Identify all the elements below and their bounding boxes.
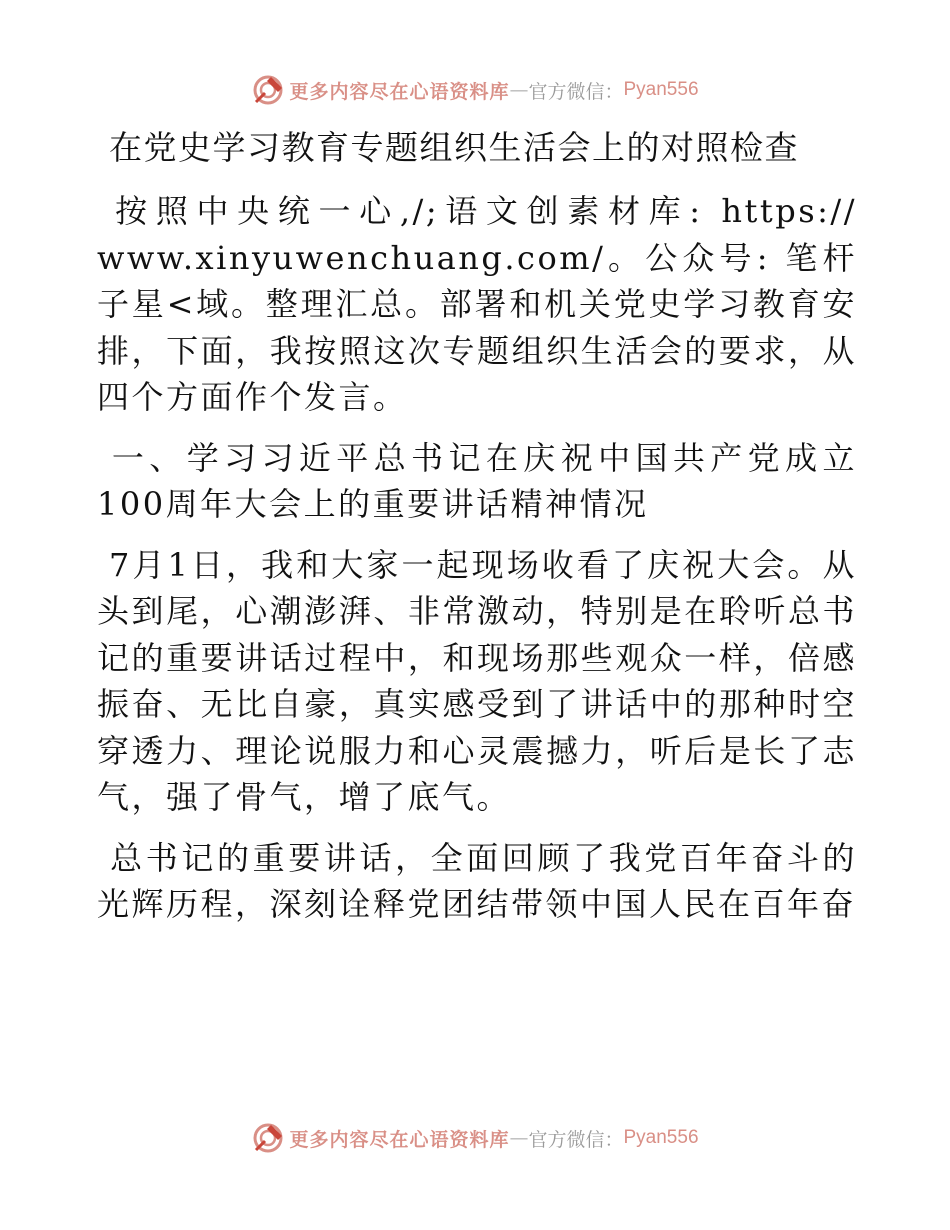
section-heading-1	[97, 435, 857, 528]
paragraph-text: 7月1日，我和大家一起现场收看了庆祝大会。从头到尾，心潮澎湃、非常激动，特别是在聆听总书记的重要讲话过程中，和现场那些观众一样，倍感振奋、无比自豪，真实感受到了讲话中的那种时空穿透力、理论说服力和心灵震撼力，听后是长了志气，强了骨气，增了底气。	[97, 545, 857, 816]
watermark-banner-bottom	[0, 1118, 950, 1158]
paragraph-text: 一、学习习近平总书记在庆祝中国共产党成立100周年大会上的重要讲话精神情况	[97, 438, 857, 523]
watermark-banner-top	[0, 70, 950, 110]
pen-logo-icon	[251, 1121, 285, 1155]
watermark-brand: 更多内容尽在心语资料库	[289, 80, 510, 103]
watermark-brand: 更多内容尽在心语资料库	[289, 1128, 510, 1151]
watermark-handle: Pyan556	[623, 1127, 699, 1148]
watermark-official-label: 官方微信：	[528, 80, 624, 103]
watermark-official-label: 官方微信：	[528, 1128, 624, 1151]
paragraph-text: 按照中央统一心,/;语文创素材库: https:// www.xinyuwenchuang.com/。公众号: 笔杆子星<域。整理汇总。部署和机关党史学习教育安排，下面，我按照这次专题组织生活会的要求，从四个方面作个发言。	[97, 192, 857, 416]
document-body	[97, 122, 857, 942]
watermark-separator: —	[509, 79, 529, 101]
pen-logo-icon	[251, 73, 285, 107]
paragraph-speech	[97, 835, 857, 928]
paragraph-july-first	[97, 542, 857, 821]
paragraph-text: 总书记的重要讲话，全面回顾了我党百年奋斗的光辉历程，深刻诠释党团结带领中国人民在百年奋	[97, 838, 857, 923]
paragraph-intro	[97, 188, 857, 421]
watermark-separator: —	[509, 1127, 529, 1149]
document-title: 在党史学习教育专题组织生活会上的对照检查	[109, 128, 799, 167]
watermark-handle: Pyan556	[623, 79, 699, 100]
